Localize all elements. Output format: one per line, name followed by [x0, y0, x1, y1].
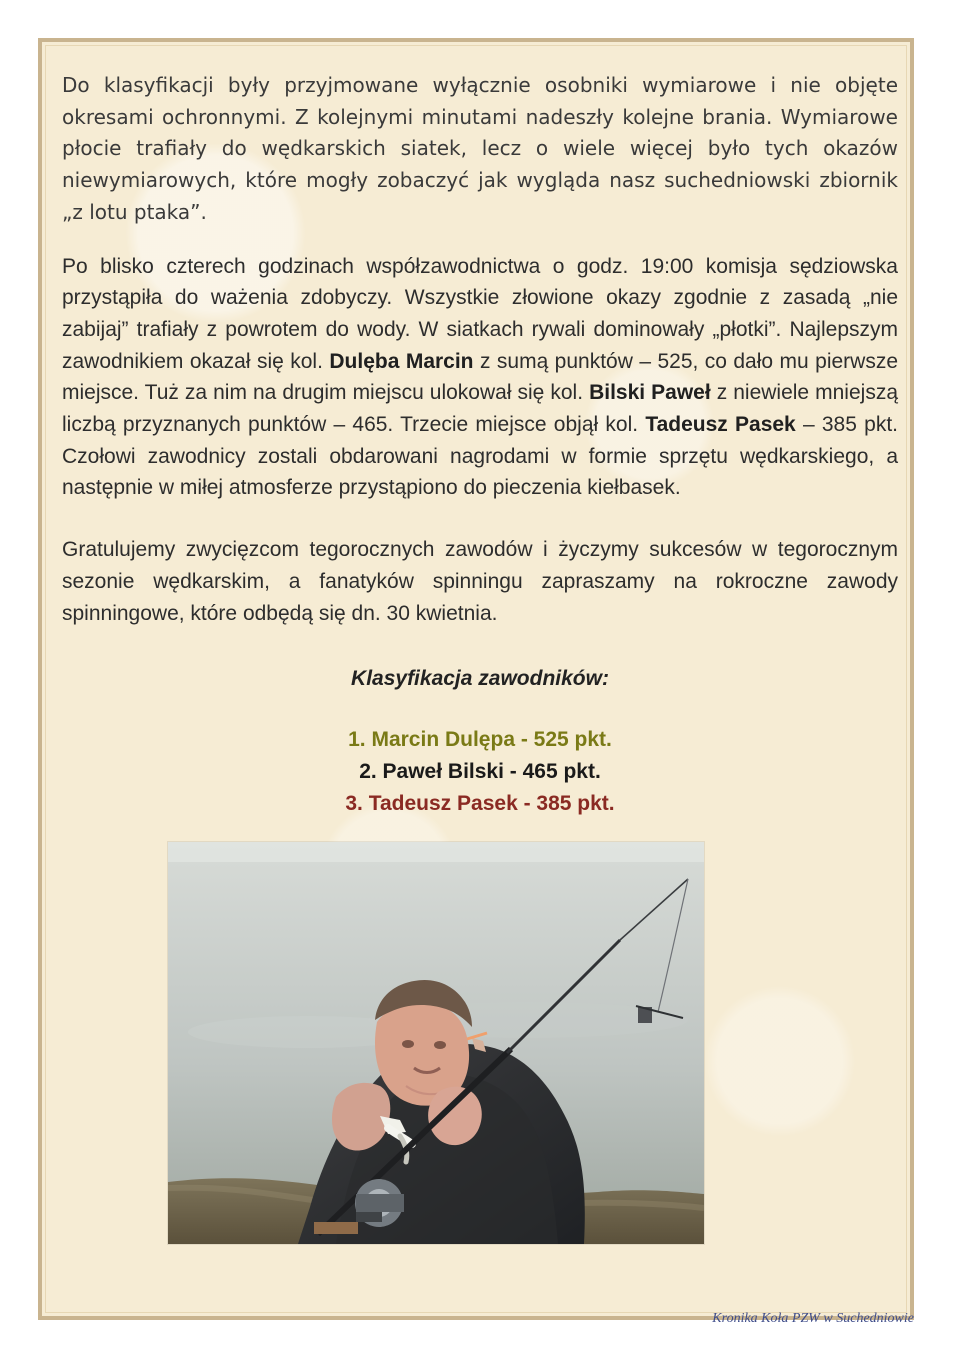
- paragraph-2-text-2: z sumą punktów – 525, co dało mu pierwsze miejsce. Tuż za nim na drugim miejscu ulokował się kol.: [62, 349, 898, 405]
- paragraph-2-text-4: – 385 pkt. Czołowi zawodnicy zostali obdarowani nagrodami w formie sprzętu wędkarskiego, a następnie w miłej atmosferze przystąpiono do pieczenia kiełbasek.: [62, 413, 898, 500]
- classification-title: Klasyfikacja zawodników:: [351, 667, 609, 691]
- classification-list: [62, 724, 898, 820]
- rank-3: 3. Tadeusz Pasek - 385 pkt.: [345, 792, 615, 816]
- rank-2: 2. Paweł Bilski - 465 pkt.: [359, 760, 601, 784]
- paragraph-2-text-3: z niewiele mniejszą liczbą przyznanych punktów – 465. Trzecie miejsce objął kol.: [62, 381, 898, 437]
- winner-name-2: Bilski Paweł: [589, 381, 711, 405]
- angler-photo: [168, 842, 704, 1244]
- winner-name-1: Dulęba Marcin: [329, 349, 474, 373]
- paragraph-3: Gratulujemy zwycięzcom tegorocznych zawodów i życzymy sukcesów w tegorocznym sezonie wędkarskim, a fanatyków spinningu zapraszamy na rokroczne zawody spinningowe, które odbędą się dn. 30 kwietnia.: [62, 538, 898, 625]
- document-content: [62, 70, 898, 820]
- paragraph-2: [62, 251, 898, 505]
- fishing-photo-illustration: [168, 842, 704, 1244]
- footer-credit: Kronika Koła PZW w Suchedniowie: [712, 1311, 914, 1326]
- rank-1: 1. Marcin Dulępa - 525 pkt.: [348, 728, 612, 752]
- winner-name-3: Tadeusz Pasek: [645, 413, 796, 437]
- paragraph-2-text-1: Po blisko czterech godzinach współzawodnictwa o godz. 19:00 komisja sędziowska przystąpiła do ważenia zdobyczy. Wszystkie złowione okazy zgodnie z zasadą „nie zabijaj” trafiały z powrotem do wody. W siatkach rywali dominowały „płotki”. Najlepszym zawodnikiem okazał się kol.: [62, 254, 898, 373]
- paragraph-1: Do klasyfikacji były przyjmowane wyłącznie osobniki wymiarowe i nie objęte okresami ochronnymi. Z kolejnymi minutami nadeszły kolejne brania. Wymiarowe płocie trafiały do wędkarskich siatek, lecz o wiele więcej było tych okazów niewymiarowych, które mogły zobaczyć jak wygląda nasz suchedniowski zbiornik „z lotu ptaka”.: [62, 73, 898, 224]
